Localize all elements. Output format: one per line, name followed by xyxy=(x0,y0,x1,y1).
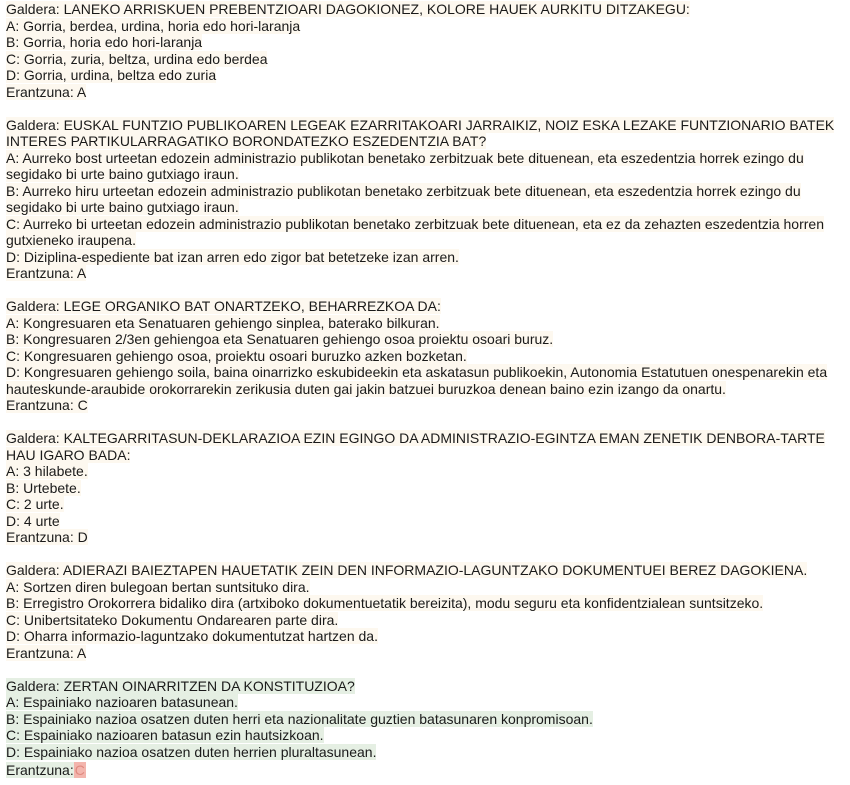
option-d: D: Espainiako nazioa osatzen duten herrien pluraltasunean. xyxy=(6,743,377,760)
option-d: D: Diziplina-espediente bat izan arren edo zigor bat betetzeke izan arren. xyxy=(6,248,459,265)
question-text: Galdera: LANEKO ARRISKUEN PREBENTZIOARI DAGOKIONEZ, KOLORE HAUEK AURKITU DITZAKEGU: xyxy=(6,1,690,17)
option-b: B: Espainiako nazioa osatzen duten herri eta nazionalitate guztien batasunaren konpromisoan. xyxy=(6,710,593,727)
question-text: Galdera: LEGE ORGANIKO BAT ONARTZEKO, BEHARREZKOA DA: xyxy=(6,298,441,314)
question-list xyxy=(6,1,848,661)
answer-text: Erantzuna: A xyxy=(6,265,87,281)
question-block-5 xyxy=(6,562,848,661)
option-a: A: Gorria, berdea, urdina, horia edo hori-laranja xyxy=(6,17,301,34)
question-block-3 xyxy=(6,298,848,414)
option-c: C: Unibertsitateko Dokumentu Ondarearen parte dira. xyxy=(6,611,339,628)
answer-label: Erantzuna: xyxy=(6,762,74,778)
option-c: C: 2 urte. xyxy=(6,496,64,512)
option-a: A: Sortzen diren bulegoan bertan suntsituko dira. xyxy=(6,578,310,595)
option-b: B: Erregistro Orokorrera bidaliko dira (artxiboko dokumentuetatik bereizita), modu seguru eta konfidentzialean suntsitzeko. xyxy=(6,595,764,611)
option-d: D: Oharra informazio-laguntzako dokumentutzat hartzen da. xyxy=(6,628,378,644)
option-b: B: Urtebete. xyxy=(6,479,81,496)
option-c: C: Aurreko bi urteetan edozein administrazio publikotan benetako zerbitzuak bete dituenean, eta ez da zehazten eszedentzia horren gutxieneko iraupena. xyxy=(6,215,824,248)
answer-text: Erantzuna: D xyxy=(6,529,88,545)
option-a: A: 3 hilabete. xyxy=(6,463,88,479)
option-d: D: Gorria, urdina, beltza edo zuria xyxy=(6,67,217,83)
option-d: D: 4 urte xyxy=(6,512,60,529)
question-block-1 xyxy=(6,1,848,100)
answer-value: C xyxy=(74,762,85,778)
question-text: Galdera: EUSKAL FUNTZIO PUBLIKOAREN LEGEAK EZARRITAKOARI JARRAIKIZ, NOIZ ESKA LEZAKE FUNTZIONARIO BATEK INTERES PARTIKULARRAGATIKO BORONDATEZKO ESZEDENTZIA BAT? xyxy=(6,116,835,149)
question-block-2 xyxy=(6,117,848,282)
question-text: Galdera: ZERTAN OINARRITZEN DA KONSTITUZIOA? xyxy=(6,677,355,694)
option-c: C: Espainiako nazioaren batasun ezin hautsizkoan. xyxy=(6,727,324,743)
question-block-6 xyxy=(6,678,848,779)
option-c: C: Kongresuaren gehiengo osoa, proiektu osoari buruzko azken bozketan. xyxy=(6,347,467,364)
answer-text: Erantzuna: A xyxy=(6,644,87,661)
option-c: C: Gorria, zuria, beltza, urdina edo berdea xyxy=(6,50,268,67)
option-b: B: Kongresuaren 2/3en gehiengoa eta Senatuaren gehiengo osoa proiektu osoari buruz. xyxy=(6,331,554,347)
question-block-4 xyxy=(6,430,848,546)
question-text: Galdera: KALTEGARRITASUN-DEKLARAZIOA EZIN EGINGO DA ADMINISTRAZIO-EGINTZA EMAN ZENETIK DENBORA-TARTE HAU IGARO BADA: xyxy=(6,430,825,463)
option-d: D: Kongresuaren gehiengo soila, baina oinarrizko eskubideekin eta askatasun publikoekin, Autonomia Estatutuen onespenarekin eta hauteskunde-araubide orokorrarekin zerikusia duten gai jakin batzuei buruzkoa denean baino ezin izango da onartu. xyxy=(6,364,828,397)
option-b: B: Gorria, horia edo hori-laranja xyxy=(6,34,203,50)
option-a: A: Aurreko bost urteetan edozein administrazio publikotan benetako zerbitzuak bete dituenean, eta eszedentzia horrek ezingo du segidako bi urte baino gutxiago iraun. xyxy=(6,149,804,182)
option-a: A: Kongresuaren eta Senatuaren gehiengo sinplea, baterako bilkuran. xyxy=(6,314,440,331)
option-a: A: Espainiako nazioaren batasunean. xyxy=(6,694,238,710)
answer-text: Erantzuna: A xyxy=(6,83,87,100)
option-b: B: Aurreko hiru urteetan edozein administrazio publikotan benetako zerbitzuak bete dituenean, eta eszedentzia horrek ezingo du segidako bi urte baino gutxiago iraun. xyxy=(6,182,801,215)
answer-text: Erantzuna: C xyxy=(6,397,88,413)
question-text: Galdera: ADIERAZI BAIEZTAPEN HAUETATIK ZEIN DEN INFORMAZIO-LAGUNTZAKO DOKUMENTUEI BEREZ DAGOKIENA. xyxy=(6,562,808,578)
